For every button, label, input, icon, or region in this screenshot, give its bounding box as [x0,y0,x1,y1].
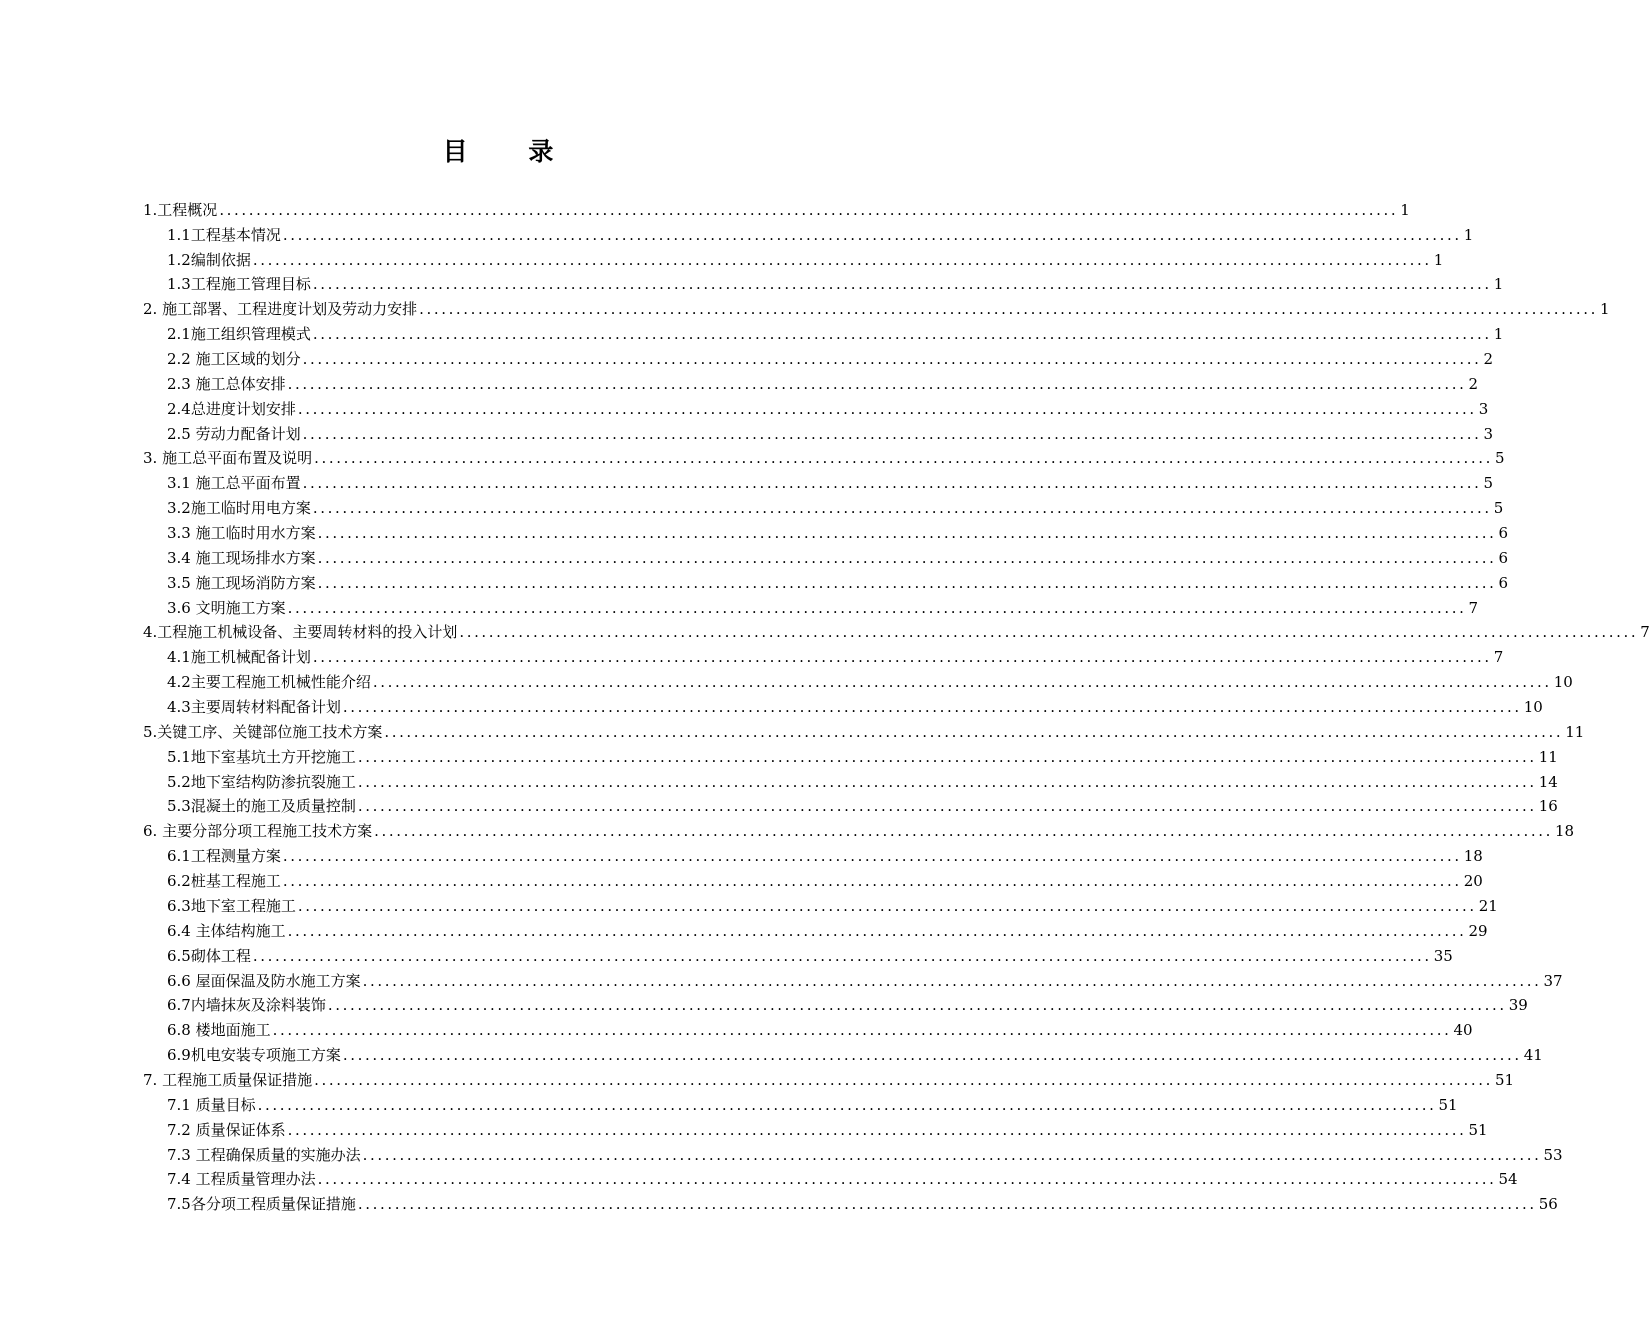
toc-entry[interactable] [143,368,1479,393]
toc-leader-dots: ................................................................................................................................................................ [362,1145,1542,1164]
toc-leader-dots: ................................................................................................................................................................ [357,1195,1537,1214]
toc-entry-label: 6.6 屋面保温及防水施工方案 [167,971,361,990]
toc-leader-dots: ................................................................................................................................................................ [312,648,1492,667]
toc-leader-dots: ................................................................................................................................................................ [287,1120,1467,1139]
toc-page-number: 21 [1478,896,1498,915]
toc-entry[interactable] [143,517,1509,543]
toc-entry[interactable] [143,492,1504,518]
toc-leader-dots: ................................................................................................................................................................ [302,474,1482,493]
toc-entry-label: 2.5 劳动力配备计划 [167,424,301,443]
toc-entry[interactable] [143,194,1410,219]
toc-page-number: 11 [1565,722,1585,741]
toc-page-number: 1 [1433,250,1444,269]
toc-entry-label: 5.2地下室结构防渗抗裂施工 [167,772,356,791]
toc-entry[interactable] [143,617,1650,642]
toc-leader-dots: ................................................................................................................................................................ [287,921,1467,940]
toc-entry-label: 7.3 工程确保质量的实施办法 [167,1145,361,1164]
toc-page-number: 1 [1599,300,1610,319]
toc-entry[interactable] [143,219,1474,244]
toc-entry[interactable] [143,393,1489,418]
toc-entry[interactable] [143,1114,1488,1139]
toc-entry[interactable] [143,741,1558,766]
toc-page-number: 14 [1538,772,1558,791]
toc-entry[interactable] [143,1014,1473,1040]
toc-entry[interactable] [143,318,1504,344]
toc-entry-label: 5.1地下室基坑土方开挖施工 [167,747,356,766]
toc-page-number: 18 [1463,847,1483,866]
toc-entry[interactable] [143,1139,1563,1164]
toc-page-number: 35 [1433,946,1453,965]
toc-page-number: 10 [1553,673,1573,692]
toc-leader-dots: ................................................................................................................................................................ [317,1170,1497,1189]
toc-entry[interactable] [143,1064,1515,1089]
toc-page-number: 5 [1483,474,1494,493]
toc-entry-label: 2. 施工部署、工程进度计划及劳动力安排 [143,300,418,319]
toc-leader-dots: ................................................................................................................................................................ [312,275,1492,294]
toc-leader-dots: ................................................................................................................................................................ [372,673,1552,692]
toc-entry-label: 7.4 工程质量管理办法 [167,1170,316,1189]
toc-page-number: 54 [1498,1170,1518,1189]
toc-entry-label: 2.3 施工总体安排 [167,374,286,393]
toc-leader-dots: ................................................................................................................................................................ [312,325,1492,344]
toc-entry-label: 6.4 主体结构施工 [167,921,286,940]
toc-entry[interactable] [143,791,1558,816]
toc-leader-dots: ................................................................................................................................................................ [312,499,1492,518]
toc-entry[interactable] [143,965,1563,990]
toc-entry[interactable] [143,840,1483,866]
toc-page-number: 29 [1468,921,1488,940]
toc-entry-label: 6.2桩基工程施工 [167,872,281,891]
toc-entry-label: 1.3工程施工管理目标 [167,275,311,294]
toc-entry-label: 4.2主要工程施工机械性能介绍 [167,673,371,692]
toc-leader-dots: ................................................................................................................................................................ [342,1046,1522,1065]
toc-page-number: 41 [1523,1046,1543,1065]
toc-entry-label: 3.3 施工临时用水方案 [167,524,316,543]
toc-entry-label: 6.3地下室工程施工 [167,896,296,915]
toc-leader-dots: ................................................................................................................................................................ [272,1021,1452,1040]
toc-entry-label: 1.工程概况 [143,200,218,219]
toc-entry-label: 7.5各分项工程质量保证措施 [167,1195,356,1214]
toc-page-number: 3 [1483,424,1494,443]
toc-entry-label: 6.5砌体工程 [167,946,251,965]
toc-page-number: 5 [1493,499,1504,518]
toc-page-number: 6 [1498,573,1509,592]
toc-entry[interactable] [143,766,1558,791]
toc-entry-label: 3.5 施工现场消防方案 [167,573,316,592]
toc-page-number: 1 [1493,325,1504,344]
toc-entry-label: 4.工程施工机械设备、主要周转材料的投入计划 [143,623,458,642]
toc-page-number: 7 [1493,648,1504,667]
toc-page-number: 16 [1538,797,1558,816]
toc-leader-dots: ................................................................................................................................................................ [374,822,1553,841]
toc-list [143,194,1650,1214]
toc-leader-dots: ................................................................................................................................................................ [419,300,1598,319]
toc-leader-dots: ................................................................................................................................................................ [357,772,1537,791]
toc-page-number: 10 [1523,698,1543,717]
toc-page-number: 40 [1453,1021,1473,1040]
toc-page-number: 2 [1483,350,1494,369]
toc-entry-label: 6.7内墙抹灰及涂料装饰 [167,996,326,1015]
toc-entry-label: 1.1工程基本情况 [167,225,281,244]
toc-entry[interactable] [143,716,1585,741]
toc-leader-dots: ................................................................................................................................................................ [282,872,1462,891]
toc-entry-label: 7.2 质量保证体系 [167,1120,286,1139]
toc-entry-label: 3.2施工临时用电方案 [167,499,311,518]
toc-leader-dots: ................................................................................................................................................................ [357,747,1537,766]
toc-entry[interactable] [143,567,1509,592]
toc-entry[interactable] [143,443,1505,468]
toc-entry[interactable] [143,1188,1558,1214]
toc-page-number: 11 [1538,747,1558,766]
toc-page-number: 6 [1498,548,1509,567]
toc-entry-label: 1.2编制依据 [167,250,251,269]
toc-entry-label: 5.3混凝土的施工及质量控制 [167,797,356,816]
toc-leader-dots: ................................................................................................................................................................ [219,200,1399,219]
toc-leader-dots: ................................................................................................................................................................ [282,847,1462,866]
toc-page-number: 3 [1478,399,1489,418]
toc-page-number: 2 [1468,374,1479,393]
toc-page-number: 51 [1438,1095,1458,1114]
toc-leader-dots: ................................................................................................................................................................ [287,374,1467,393]
toc-leader-dots: ................................................................................................................................................................ [302,350,1482,369]
toc-entry[interactable] [143,666,1573,692]
toc-entry[interactable] [143,940,1453,965]
toc-leader-dots: ................................................................................................................................................................ [297,399,1477,418]
toc-entry-label: 6.9机电安装专项施工方案 [167,1046,341,1065]
toc-page-number: 20 [1463,872,1483,891]
toc-entry[interactable] [143,1164,1518,1189]
toc-entry-label: 4.3主要周转材料配备计划 [167,698,341,717]
toc-entry-label: 2.4总进度计划安排 [167,399,296,418]
toc-entry-label: 4.1施工机械配备计划 [167,648,311,667]
toc-page-number: 56 [1538,1195,1558,1214]
toc-entry[interactable] [143,915,1488,940]
toc-entry-label: 3.1 施工总平面布置 [167,474,301,493]
toc-page-number: 51 [1494,1070,1515,1089]
toc-entry-label: 6.1工程测量方案 [167,847,281,866]
toc-page-number: 1 [1400,200,1410,219]
toc-entry[interactable] [143,1089,1458,1114]
toc-title: 目 录 [442,137,580,166]
toc-entry-label: 2.2 施工区域的划分 [167,350,301,369]
toc-page-number: 53 [1543,1145,1563,1164]
toc-entry-label: 3. 施工总平面布置及说明 [143,449,313,468]
toc-entry-label: 6. 主要分部分项工程施工技术方案 [143,822,373,841]
toc-entry[interactable] [143,418,1494,443]
toc-leader-dots: ................................................................................................................................................................ [282,225,1462,244]
toc-entry[interactable] [143,293,1610,319]
toc-page-number: 7 [1640,623,1650,642]
toc-page-number: 1 [1493,275,1504,294]
toc-entry[interactable] [143,990,1528,1015]
toc-entry[interactable] [143,343,1494,369]
toc-leader-dots: ................................................................................................................................................................ [257,1095,1437,1114]
toc-leader-dots: ................................................................................................................................................................ [252,946,1432,965]
toc-page-number: 6 [1498,524,1509,543]
toc-entry[interactable] [143,815,1575,841]
toc-leader-dots: ................................................................................................................................................................ [327,996,1507,1015]
toc-leader-dots: ................................................................................................................................................................ [314,449,1493,468]
toc-leader-dots: ................................................................................................................................................................ [342,698,1522,717]
toc-entry-label: 7. 工程施工质量保证措施 [143,1070,313,1089]
toc-leader-dots: ................................................................................................................................................................ [314,1070,1493,1089]
toc-leader-dots: ................................................................................................................................................................ [317,524,1497,543]
toc-page-number: 5 [1494,449,1505,468]
toc-leader-dots: ................................................................................................................................................................ [297,896,1477,915]
toc-entry[interactable] [143,865,1483,891]
toc-entry[interactable] [143,641,1504,667]
toc-leader-dots: ................................................................................................................................................................ [287,598,1467,617]
toc-entry[interactable] [143,890,1498,915]
toc-entry-label: 3.6 文明施工方案 [167,598,286,617]
toc-page-number: 37 [1543,971,1563,990]
toc-leader-dots: ................................................................................................................................................................ [317,573,1497,592]
toc-page-number: 18 [1554,822,1575,841]
toc-entry-label: 3.4 施工现场排水方案 [167,548,316,567]
toc-leader-dots: ................................................................................................................................................................ [317,548,1497,567]
toc-entry[interactable] [143,592,1479,617]
toc-page-number: 7 [1468,598,1479,617]
toc-entry[interactable] [143,691,1543,717]
toc-leader-dots: ................................................................................................................................................................ [384,722,1564,741]
toc-page-number: 51 [1468,1120,1488,1139]
toc-leader-dots: ................................................................................................................................................................ [362,971,1542,990]
toc-entry-label: 5.关键工序、关键部位施工技术方案 [143,722,383,741]
toc-leader-dots: ................................................................................................................................................................ [302,424,1482,443]
toc-leader-dots: ................................................................................................................................................................ [252,250,1432,269]
toc-entry[interactable] [143,244,1444,269]
toc-entry[interactable] [143,1039,1543,1065]
toc-entry-label: 7.1 质量目标 [167,1095,256,1114]
toc-page-number: 1 [1463,225,1474,244]
toc-entry-label: 2.1施工组织管理模式 [167,325,311,344]
toc-leader-dots: ................................................................................................................................................................ [459,623,1639,642]
toc-page-number: 39 [1508,996,1528,1015]
toc-entry[interactable] [143,467,1494,493]
toc-entry-label: 6.8 楼地面施工 [167,1021,271,1040]
toc-entry[interactable] [143,269,1504,294]
toc-entry[interactable] [143,542,1509,567]
toc-leader-dots: ................................................................................................................................................................ [357,797,1537,816]
